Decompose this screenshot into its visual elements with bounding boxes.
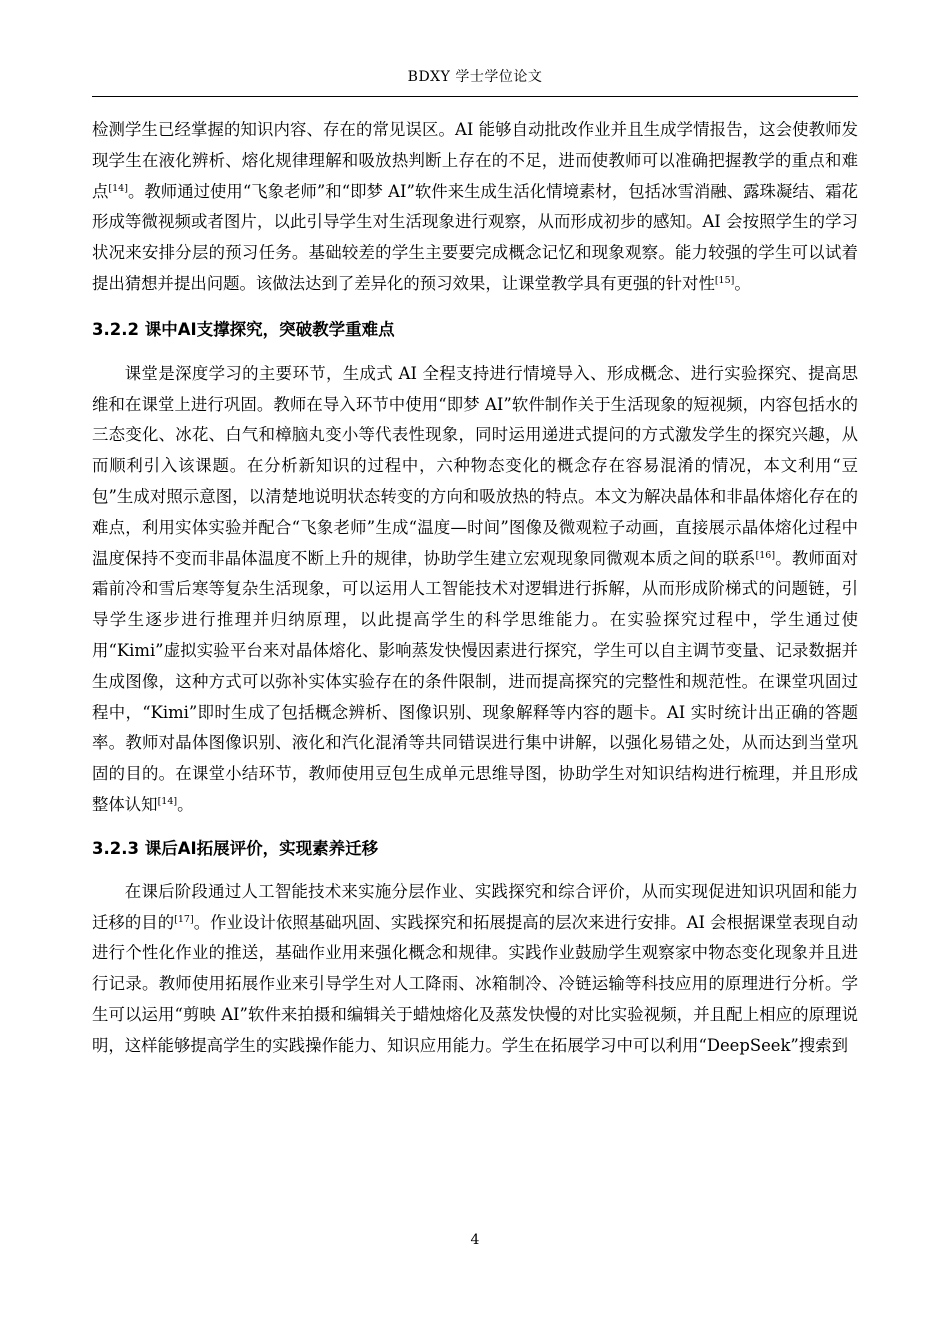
page-number: 4 [470, 1232, 480, 1248]
paragraph-text: 。作业设计依照基础巩固、实践探究和拓展提高的层次来进行安排。AI 会根据课堂表现自动进行个性化作业的推送，基础作业用来强化概念和规律。实践作业鼓励学生观察家中物态变化现象并且进行记录。教师使用拓展作业来引导学生对人工降雨、冰箱制冷、冷链运输等科技应用的原理进行分析。学生可以运用“剪映 AI”软件来拍摄和编辑关于蜡烛熔化及蒸发快慢的对比实验视频，并且配上相应的原理说明，这样能够提高学生的实践操作能力、知识应用能力。学生在拓展学习中可以利用“DeepSeek”搜索到 [92, 912, 858, 1055]
paragraph-text: 。教师通过使用“飞象老师”和“即梦 AI”软件来生成生活化情境素材，包括冰雪消融、露珠凝结、霜花形成等微视频或者图片，以此引导学生对生活现象进行观察，从而形成初步的感知。AI 会按照学生的学习状况来安排分层的预习任务。基础较差的学生主要要完成概念记忆和现象观察。能力较强的学生可以试着提出猜想并提出问题。该做法达到了差异化的预习效果，让课堂教学具有更强的针对性 [92, 181, 858, 293]
citation-ref: [16] [755, 549, 776, 561]
paragraph-text: 。教师面对霜前冷和雪后寒等复杂生活现象，可以运用人工智能技术对逻辑进行拆解，从而形成阶梯式的问题链，引导学生逐步进行推理并归纳原理，以此提高学生的科学思维能力。在实验探究过程中，学生通过使用“Kimi”虚拟实验平台来对晶体熔化、影响蒸发快慢因素进行探究，学生可以自主调节变量、记录数据并生成图像，这种方式可以弥补实体实验存在的条件限制，进而提高探究的完整性和规范性。在课堂巩固过程中，“Kimi”即时生成了包括概念辨析、图像识别、现象解释等内容的题卡。AI 实时统计出正确的答题率。教师对晶体图像识别、液化和汽化混淆等共同错误进行集中讲解，以强化易错之处，从而达到当堂巩固的目的。在课堂小结环节，教师使用豆包生成单元思维导图，协助学生对知识结构进行梳理，并且形成整体认知 [92, 548, 859, 814]
paragraph-text: 。 [734, 273, 751, 293]
paragraph-text: 在课后阶段通过人工智能技术来实施分层作业、实践探究和综合评价，从而实现促进知识巩固和能力迁移的目的 [92, 881, 858, 932]
citation-ref: [14] [157, 795, 178, 807]
paragraph-text: 。 [177, 794, 194, 814]
paragraph-text: 检测学生已经掌握的知识内容、存在的常见误区。AI 能够自动批改作业并且生成学情报告，这会使教师发现学生在液化辨析、熔化规律理解和吸放热判断上存在的不足，进而使教师可以准确把握教学的重点和难点 [92, 120, 858, 201]
running-header: BDXY 学士学位论文 [407, 69, 543, 85]
paragraph-text: 课堂是深度学习的主要环节，生成式 AI 全程支持进行情境导入、形成概念、进行实验探究、提高思维和在课堂上进行巩固。教师在导入环节中使用“即梦 AI”软件制作关于生活现象的短视频，内容包括水的三态变化、冰花、白气和樟脑丸变小等代表性现象，同时运用递进式提问的方式激发学生的探究兴趣，从而顺利引入该课题。在分析新知识的过程中，六种物态变化的概念存在容易混淆的情况，本文利用“豆包”生成对照示意图，以清楚地说明状态转变的方向和吸放热的特点。本文为解决晶体和非晶体熔化存在的难点，利用实体实验并配合“飞象老师”生成“温度—时间”图像及微观粒子动画，直接展示晶体熔化过程中温度保持不变而非晶体温度不断上升的规律，协助学生建立宏观现象同微观本质之间的联系 [92, 363, 858, 568]
header-rule [92, 96, 858, 97]
paragraph-preview-continuation [92, 115, 858, 300]
citation-ref: [14] [108, 182, 128, 194]
section-heading-3-2-2: 3.2.2 课中AI支撑探究，突破教学重难点 [92, 319, 395, 339]
paragraph-in-class [92, 359, 858, 821]
section-heading-3-2-3: 3.2.3 课后AI拓展评价，实现素养迁移 [92, 838, 379, 858]
page-body [92, 115, 858, 1062]
paragraph-after-class [92, 877, 858, 1062]
citation-ref: [15] [714, 274, 735, 286]
citation-ref: [17] [174, 913, 194, 925]
